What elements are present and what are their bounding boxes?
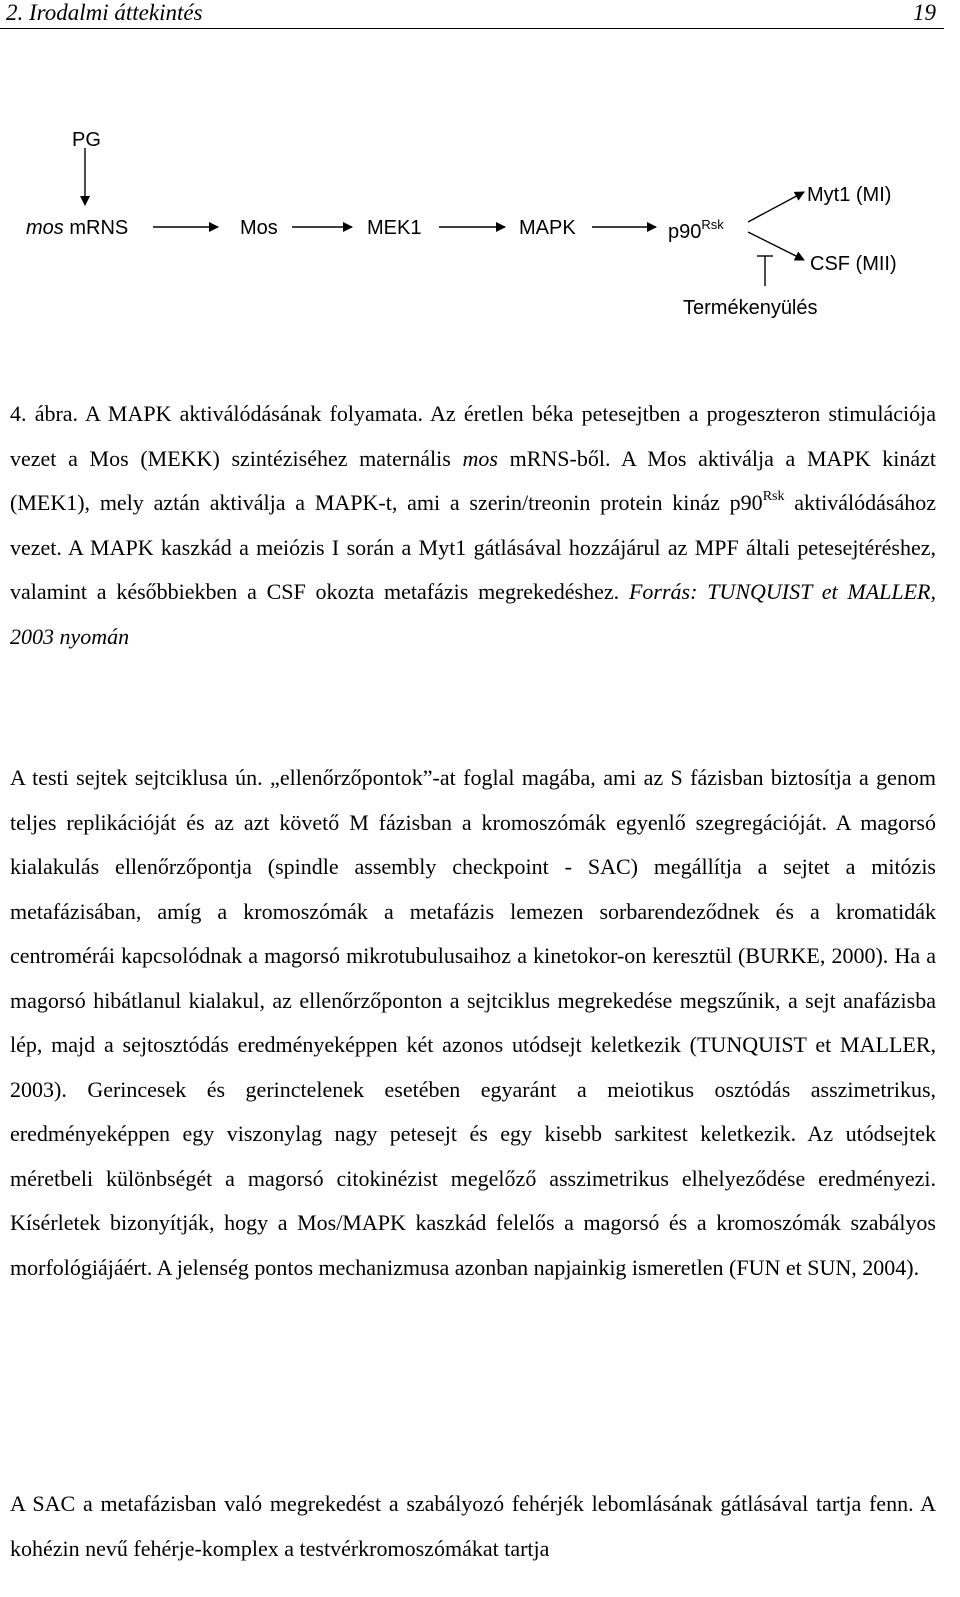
running-header (0, 0, 944, 29)
arrow-p90-to-csf (748, 232, 804, 260)
arrow-p90-to-myt1 (748, 192, 804, 222)
page-number: 19 (913, 0, 936, 25)
p90rsk-label (668, 218, 724, 242)
mos-label: Mos (240, 217, 278, 239)
mek1-label: MEK1 (367, 217, 422, 239)
chapter-title: 2. Irodalmi áttekintés (6, 0, 203, 25)
mos-mrns-label (26, 218, 128, 238)
mapk-pathway-diagram (0, 110, 944, 340)
caption-tail: aktiválódásához vezet. A MAPK kaszkád a meiózis I során a Myt1 gátlásával hozzájárul az MPF általi petesejtéréshez, valamint a későbbiekben a CSF okozta metafázis megrekedéshez. (10, 490, 936, 604)
caption-lead: 4. ábra. A MAPK aktiválódásának folyamata. Az éretlen béka petesejtben a progeszteron stimulációja vezet a Mos (MEKK) szintéziséhez maternális (10, 401, 936, 471)
mrns-label: mRNS (63, 217, 129, 239)
mos-italic-label: mos (26, 217, 64, 239)
myt1-label: Myt1 (MI) (807, 184, 892, 206)
caption-rsk-superscript: Rsk (762, 489, 785, 504)
body-paragraph-2: A SAC a metafázisban való megrekedést a szabályozó fehérjék lebomlásának gátlásával tartja fenn. A kohézin nevű fehérje-komplex a testvérkromoszómákat tartja (10, 1491, 936, 1561)
body-paragraph-1: A testi sejtek sejtciklusa ún. „ellenőrzőpontok”-at foglal magába, ami az S fázisban biztosítja a genom teljes replikációját és az azt követő M fázisban a kromoszómák egyenlő szegregációját. A magorsó kialakulás ellenőrzőpontja (spindle assembly checkpoint - SAC) megállítja a sejtet a mitózis metafázisában, amíg a kromoszómák a metafázis lemezen sorbarendeződnek és a kromatidák centromérái kapcsolódnak a magorsó mikrotubulusaihoz a kinetokor-on keresztül (BURKE, 2000). Ha a magorsó hibátlanul kialakul, az ellenőrzőponton a sejtciklus megrekedése megszűnik, a sejt anafázisba lép, majd a sejtosztódás eredményeképpen két azonos utódsejt keletkezik (TUNQUIST et MALLER, 2003). Gerincesek és gerinctelenek esetében egyaránt a meiotikus osztódás asszimetrikus, eredményeképpen egy viszonylag nagy petesejt és egy kisebb sarkitest keletkezik. Az utódsejtek méretbeli különbségét a magorsó citokinézist megelőző asszimetrikus elhelyeződése eredményezi. Kísérletek bizonyítják, hogy a Mos/MAPK kaszkád felelős a magorsó és a kromoszómák szabályos morfológiájáért. A jelenség pontos mechanizmusa azonban napjainkig ismeretlen (FUN et SUN, 2004). (10, 765, 936, 1280)
csf-label: CSF (MII) (810, 253, 897, 275)
fertilization-label: Termékenyülés (683, 297, 818, 319)
figure-caption (10, 392, 936, 659)
caption-mos-italic: mos (462, 445, 498, 471)
pg-label: PG (72, 129, 101, 151)
caption-mid: mRNS-ből. A Mos aktiválja a MAPK kinázt (MEK1), mely aztán aktiválja a MAPK-t, ami a szerin/treonin protein kináz p90 (10, 445, 936, 515)
rsk-superscript: Rsk (701, 217, 724, 232)
caption-source: Forrás: TUNQUIST et MALLER, 2003 nyomán (10, 579, 936, 649)
mapk-label: MAPK (519, 217, 576, 239)
p90-label: p90 (668, 221, 702, 243)
